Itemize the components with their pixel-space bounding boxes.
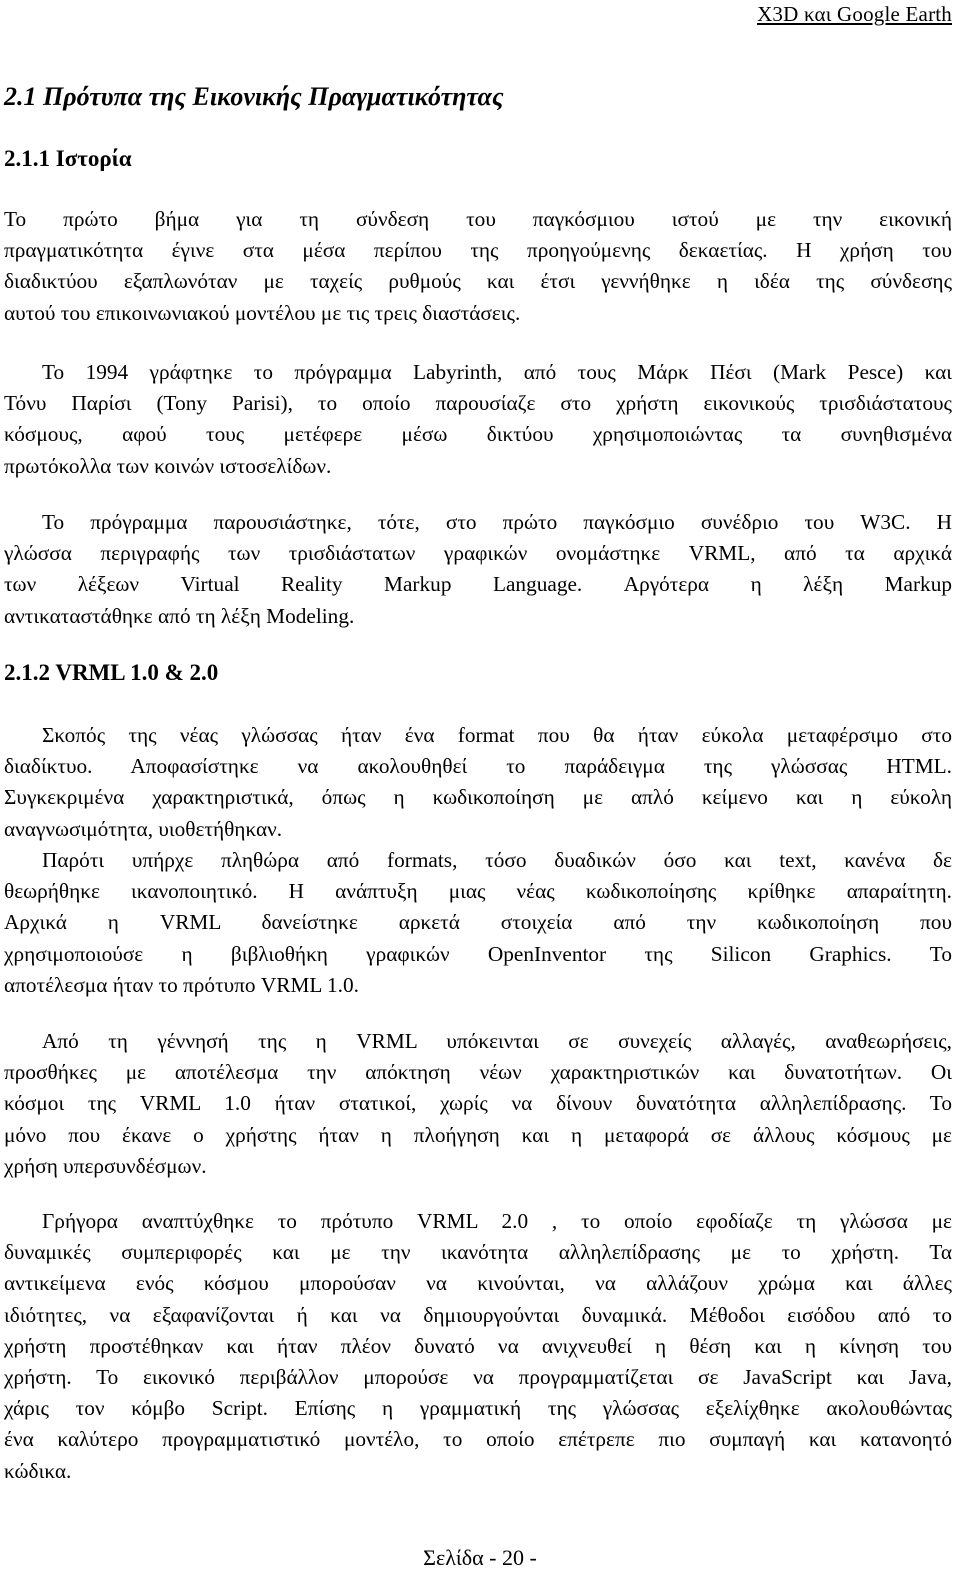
text-line: αντικαταστάθηκε από τη λέξη Modeling. — [4, 603, 355, 628]
text-line: Από τη γέννησή της η VRML υπόκεινται σε συνεχείς αλλαγές, αναθεωρήσεις, — [42, 1029, 952, 1053]
running-header: X3D και Google Earth — [757, 2, 952, 26]
text-line: Παρότι υπήρχε πληθώρα από formats, τόσο δυαδικών όσο και text, κανένα δε — [42, 848, 952, 872]
text-line: των λέξεων Virtual Reality Markup Language. Αργότερα η λέξη Markup — [4, 572, 952, 597]
text-line: Το πρόγραμμα παρουσιάστηκε, τότε, στο πρώτο παγκόσμιο συνέδριο του W3C. Η — [42, 510, 952, 534]
text-line: πραγματικότητα έγινε στα μέσα περίπου της προηγούμενης δεκαετίας. Η χρήση του — [4, 238, 952, 263]
paragraph — [4, 1026, 952, 1182]
text-line: ιδιότητες, να εξαφανίζονται ή και να δημιουργούνται δυναμικά. Μέθοδοι εισόδου από το — [4, 1302, 952, 1327]
text-line: γλώσσα περιγραφής των τρισδιάστατων γραφικών ονομάστηκε VRML, από τα αρχικά — [4, 541, 953, 566]
paragraph — [4, 845, 952, 1001]
paragraph — [4, 507, 952, 632]
text-line: κώδικα. — [4, 1458, 72, 1483]
subsection-title-vrml: 2.1.2 VRML 1.0 & 2.0 — [4, 660, 219, 685]
text-line: Αρχικά η VRML δανείστηκε αρκετά στοιχεία από την κωδικοποίηση που — [4, 910, 952, 935]
paragraph — [4, 357, 952, 482]
text-line: Συγκεκριμένα χαρακτηριστικά, όπως η κωδικοποίηση με απλό κείμενο και η εύκολη — [4, 785, 952, 810]
text-line: πρωτόκολλα των κοινών ιστοσελίδων. — [4, 453, 332, 478]
text-line: προσθήκες με αποτέλεσμα την απόκτηση νέων χαρακτηριστικών και δυνατοτήτων. Οι — [4, 1060, 952, 1085]
text-line: αποτέλεσμα ήταν το πρότυπο VRML 1.0. — [4, 972, 359, 997]
section-title: 2.1 Πρότυπα της Εικονικής Πραγματικότητας — [4, 82, 504, 111]
text-line: Το 1994 γράφτηκε το πρόγραμμα Labyrinth, από τους Μάρκ Πέσι (Mark Pesce) και — [42, 360, 952, 384]
text-line: χρήστη. Το εικονικό περιβάλλον μπορούσε να προγραμματίζεται σε JavaScript και Java, — [4, 1365, 952, 1390]
page-number: Σελίδα - 20 - — [423, 1545, 537, 1570]
text-line: χρήση υπερσυνδέσμων. — [4, 1153, 207, 1178]
text-line: αναγνωσιμότητα, υιοθετήθηκαν. — [4, 816, 283, 841]
text-line: χρήστη προστέθηκαν και ήταν πλέον δυνατό να ανιχνευθεί η θέση και η κίνηση του — [4, 1333, 952, 1358]
text-line: κόσμοι της VRML 1.0 ήταν στατικοί, χωρίς να δίνουν δυνατότητα αλληλεπίδρασης. Το — [4, 1091, 952, 1116]
text-line: ένα καλύτερο προγραμματιστικό μοντέλο, το οποίο επέτρεπε πιο συμπαγή και κατανοητό — [4, 1427, 952, 1452]
text-line: Γρήγορα αναπτύχθηκε το πρότυπο VRML 2.0 , το οποίο εφοδίαζε τη γλώσσα με — [42, 1209, 952, 1233]
text-line: χρησιμοποιούσε η βιβλιοθήκη γραφικών OpenInventor της Silicon Graphics. Το — [4, 941, 952, 966]
text-line: Τόνυ Παρίσι (Tony Parisi), το οποίο παρουσίαζε στο χρήστη εικονικούς τρισδιάστατους — [4, 391, 952, 416]
text-line: μόνο που έκανε ο χρήστης ήταν η πλοήγηση και η μεταφορά σε άλλους κόσμους με — [4, 1122, 952, 1147]
text-line: διαδίκτυο. Αποφασίστηκε να ακολουθηθεί το παράδειγμα της γλώσσας HTML. — [4, 754, 952, 779]
paragraph — [4, 1206, 952, 1487]
text-line: κόσμους, αφού τους μετέφερε μέσω δικτύου χρησιμοποιώντας τα συνηθισμένα — [4, 422, 952, 447]
text-line: δυναμικές συμπεριφορές και με την ικανότητα αλληλεπίδρασης με το χρήστη. Τα — [4, 1240, 952, 1265]
text-line: Σκοπός της νέας γλώσσας ήταν ένα format που θα ήταν εύκολα μεταφέρσιμο στο — [42, 723, 952, 747]
subsection-title-history: 2.1.1 Ιστορία — [4, 146, 132, 171]
paragraph — [4, 720, 952, 845]
text-line: Το πρώτο βήμα για τη σύνδεση του παγκόσμιου ιστού με την εικονική — [4, 207, 952, 231]
paragraph — [4, 204, 952, 329]
text-line: αντικείμενα ενός κόσμου μπορούσαν να κινούνται, να αλλάζουν χρώμα και άλλες — [4, 1271, 952, 1296]
text-line: διαδικτύου εξαπλωνόταν με ταχείς ρυθμούς και έτσι γεννήθηκε η ιδέα της σύνδεσης — [4, 269, 952, 294]
text-line: αυτού του επικοινωνιακού μοντέλου με τις τρεις διαστάσεις. — [4, 300, 521, 325]
text-line: θεωρήθηκε ικανοποιητικό. Η ανάπτυξη μιας νέας κωδικοποίησης κρίθηκε απαραίτητη. — [4, 879, 952, 904]
text-line: χάρις τον κόμβο Script. Επίσης η γραμματική της γλώσσας εξελίχθηκε ακολουθώντας — [4, 1396, 952, 1421]
